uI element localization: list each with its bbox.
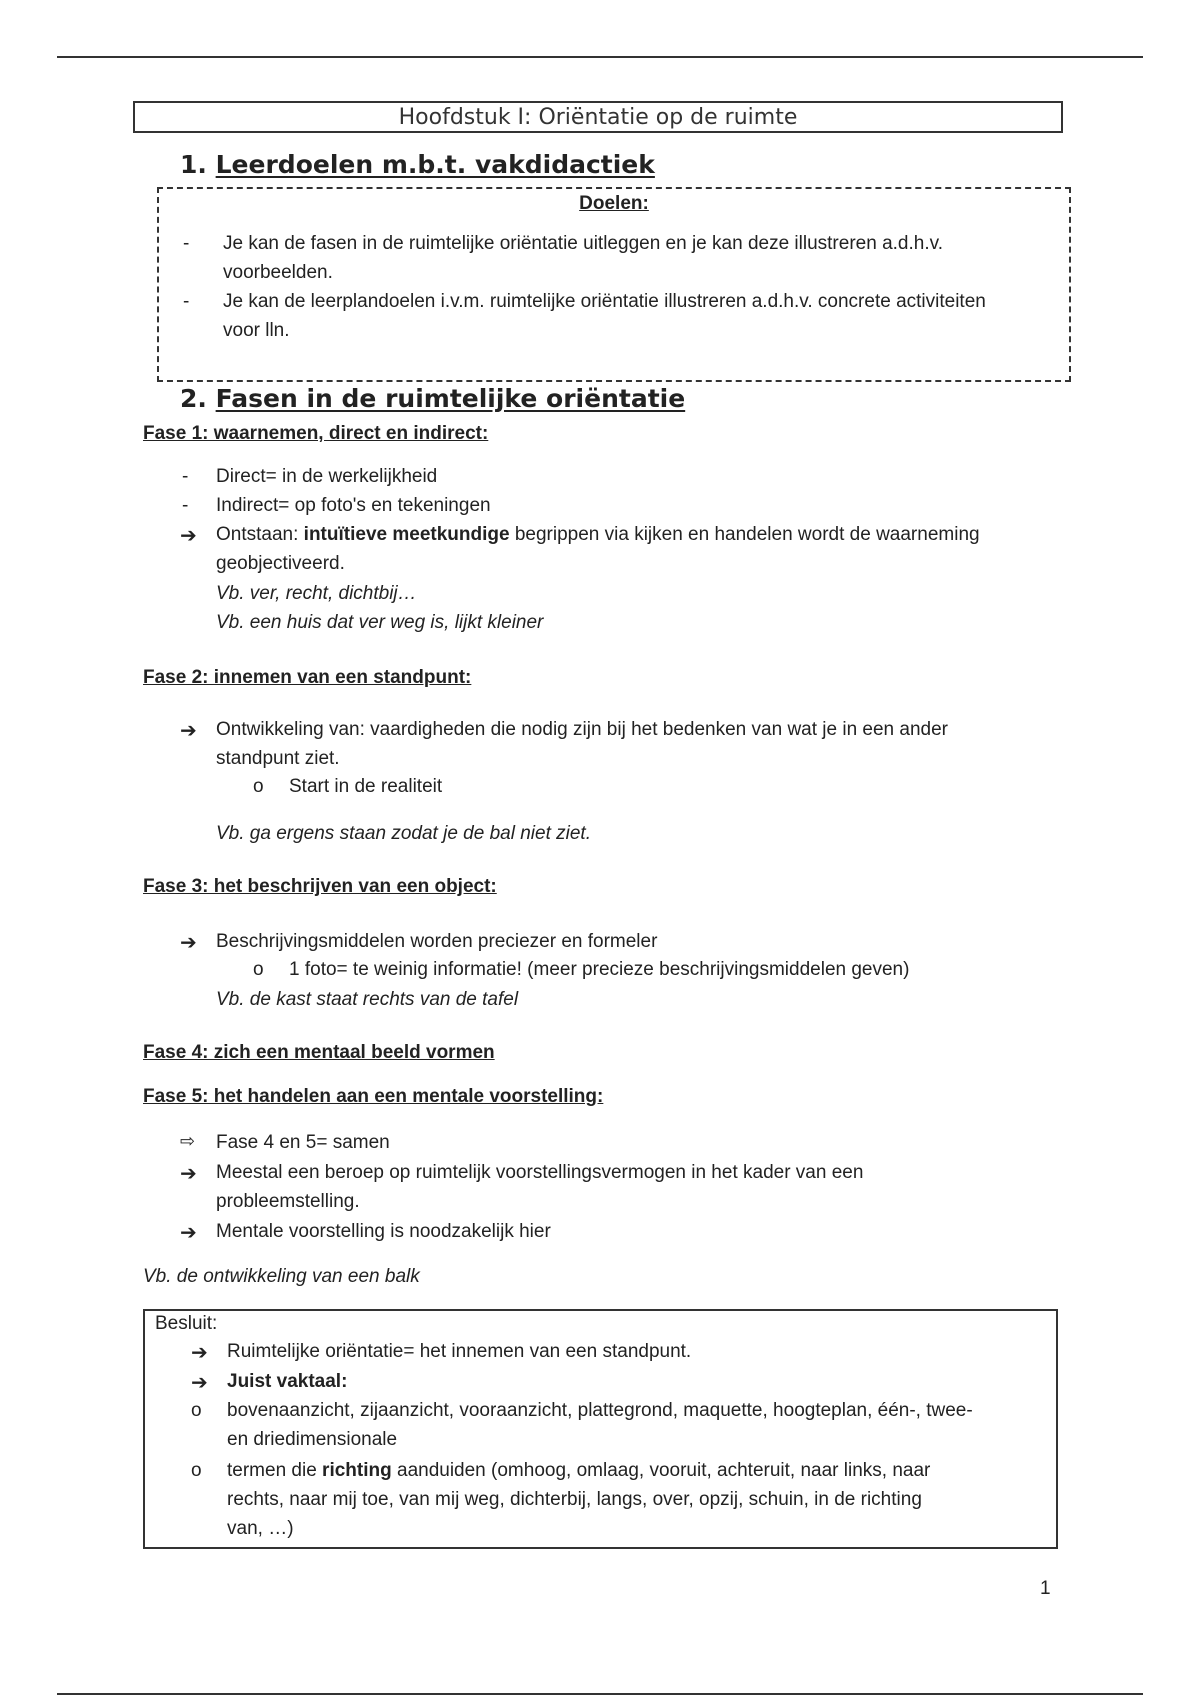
circle-bullet-icon: o xyxy=(253,959,264,980)
arrow-bullet-icon: ➔ xyxy=(180,525,197,547)
fase-2-sub: Start in de realiteit xyxy=(289,776,443,797)
goals-box xyxy=(157,187,1071,382)
fase-2-example: Vb. ga ergens staan zodat je de bal niet ziet. xyxy=(216,823,591,844)
fase-5-samen: Fase 4 en 5= samen xyxy=(216,1132,390,1153)
goal-item-1-line2: voorbeelden. xyxy=(223,262,333,283)
besluit-arrow-2: Juist vaktaal: xyxy=(227,1371,348,1392)
fase-2-heading: Fase 2: innemen van een standpunt: xyxy=(143,667,472,688)
circle-bullet-icon: o xyxy=(191,1400,202,1421)
header-rule xyxy=(57,56,1143,58)
fase-5-heading: Fase 5: het handelen aan een mentale voorstelling: xyxy=(143,1086,604,1107)
goals-heading: Doelen: xyxy=(579,193,649,214)
dash-bullet: - xyxy=(182,466,189,487)
dash-bullet: - xyxy=(183,291,190,312)
fase-1-example-1: Vb. ver, recht, dichtbij… xyxy=(216,583,417,604)
text-span: aanduiden (omhoog, omlaag, vooruit, achteruit, naar links, naar xyxy=(391,1460,931,1481)
section-title: Fasen in de ruimtelijke oriëntatie xyxy=(215,384,686,413)
section-number: 2. xyxy=(180,384,207,413)
section-heading-1 xyxy=(180,150,655,179)
besluit-heading: Besluit: xyxy=(155,1313,218,1334)
section-number: 1. xyxy=(180,150,207,179)
arrow-bullet-icon: ➔ xyxy=(191,1342,208,1364)
fase-5-beroep: Meestal een beroep op ruimtelijk voorstellingsvermogen in het kader van een xyxy=(216,1162,864,1183)
fase-1-direct: Direct= in de werkelijkheid xyxy=(216,466,438,487)
page-number: 1 xyxy=(1040,1578,1051,1599)
besluit-arrow-1: Ruimtelijke oriëntatie= het innemen van een standpunt. xyxy=(227,1341,692,1362)
hollow-arrow-bullet-icon: ⇨ xyxy=(180,1131,196,1151)
besluit-item-1-line1: bovenaanzicht, zijaanzicht, vooraanzicht, plattegrond, maquette, hoogteplan, één-, twee- xyxy=(227,1400,973,1421)
arrow-bullet-icon: ➔ xyxy=(180,1222,197,1244)
text-span: begrippen via kijken en handelen wordt de waarneming xyxy=(509,524,980,545)
besluit-item-2-line1 xyxy=(227,1460,930,1482)
text-span: termen die xyxy=(227,1460,323,1481)
fase-1-indirect: Indirect= op foto's en tekeningen xyxy=(216,495,491,516)
arrow-bullet-icon: ➔ xyxy=(191,1372,208,1394)
section-heading-2 xyxy=(180,384,685,413)
footer-rule xyxy=(57,1693,1143,1695)
fase-2-ontwikkeling-line2: standpunt ziet. xyxy=(216,748,340,769)
fase-3-sub: 1 foto= te weinig informatie! (meer precieze beschrijvingsmiddelen geven) xyxy=(289,959,910,980)
fase-1-heading: Fase 1: waarnemen, direct en indirect: xyxy=(143,423,489,444)
bold-term: intuïtieve meetkundige xyxy=(303,524,510,545)
fase-1-example-2: Vb. een huis dat ver weg is, lijkt kleiner xyxy=(216,612,544,633)
fase-5-mentaal: Mentale voorstelling is noodzakelijk hier xyxy=(216,1221,551,1242)
fase-1-ontstaan xyxy=(216,524,980,546)
chapter-title: Hoofdstuk I: Oriëntatie op de ruimte xyxy=(133,101,1063,133)
fase-2-ontwikkeling: Ontwikkeling van: vaardigheden die nodig zijn bij het bedenken van wat je in een ander xyxy=(216,719,948,740)
fase-3-beschrijving: Beschrijvingsmiddelen worden preciezer en formeler xyxy=(216,931,658,952)
goal-item-2-line1: Je kan de leerplandoelen i.v.m. ruimtelijke oriëntatie illustreren a.d.h.v. concrete activiteiten xyxy=(223,291,986,312)
goal-item-2-line2: voor lln. xyxy=(223,320,290,341)
bold-term: richting xyxy=(322,1460,392,1481)
dash-bullet: - xyxy=(183,233,190,254)
circle-bullet-icon: o xyxy=(253,776,264,797)
goal-item-1-line1: Je kan de fasen in de ruimtelijke oriëntatie uitleggen en je kan deze illustreren a.d.h.v. xyxy=(223,233,943,254)
circle-bullet-icon: o xyxy=(191,1460,202,1481)
besluit-item-2-line3: van, …) xyxy=(227,1518,294,1539)
section-title: Leerdoelen m.b.t. vakdidactiek xyxy=(215,150,655,179)
fase-5-beroep-line2: probleemstelling. xyxy=(216,1191,360,1212)
fase-3-example: Vb. de kast staat rechts van de tafel xyxy=(216,989,519,1010)
dash-bullet: - xyxy=(182,495,189,516)
arrow-bullet-icon: ➔ xyxy=(180,720,197,742)
besluit-item-2-line2: rechts, naar mij toe, van mij weg, dichterbij, langs, over, opzij, schuin, in de richting xyxy=(227,1489,922,1510)
besluit-item-1-line2: en driedimensionale xyxy=(227,1429,398,1450)
arrow-bullet-icon: ➔ xyxy=(180,932,197,954)
fase-5-example: Vb. de ontwikkeling van een balk xyxy=(143,1266,420,1287)
fase-4-heading: Fase 4: zich een mentaal beeld vormen xyxy=(143,1042,495,1063)
arrow-bullet-icon: ➔ xyxy=(180,1163,197,1185)
text-span: Ontstaan: xyxy=(216,524,304,545)
fase-3-heading: Fase 3: het beschrijven van een object: xyxy=(143,876,497,897)
fase-1-ontstaan-line2: geobjectiveerd. xyxy=(216,553,345,574)
besluit-box xyxy=(143,1309,1058,1549)
